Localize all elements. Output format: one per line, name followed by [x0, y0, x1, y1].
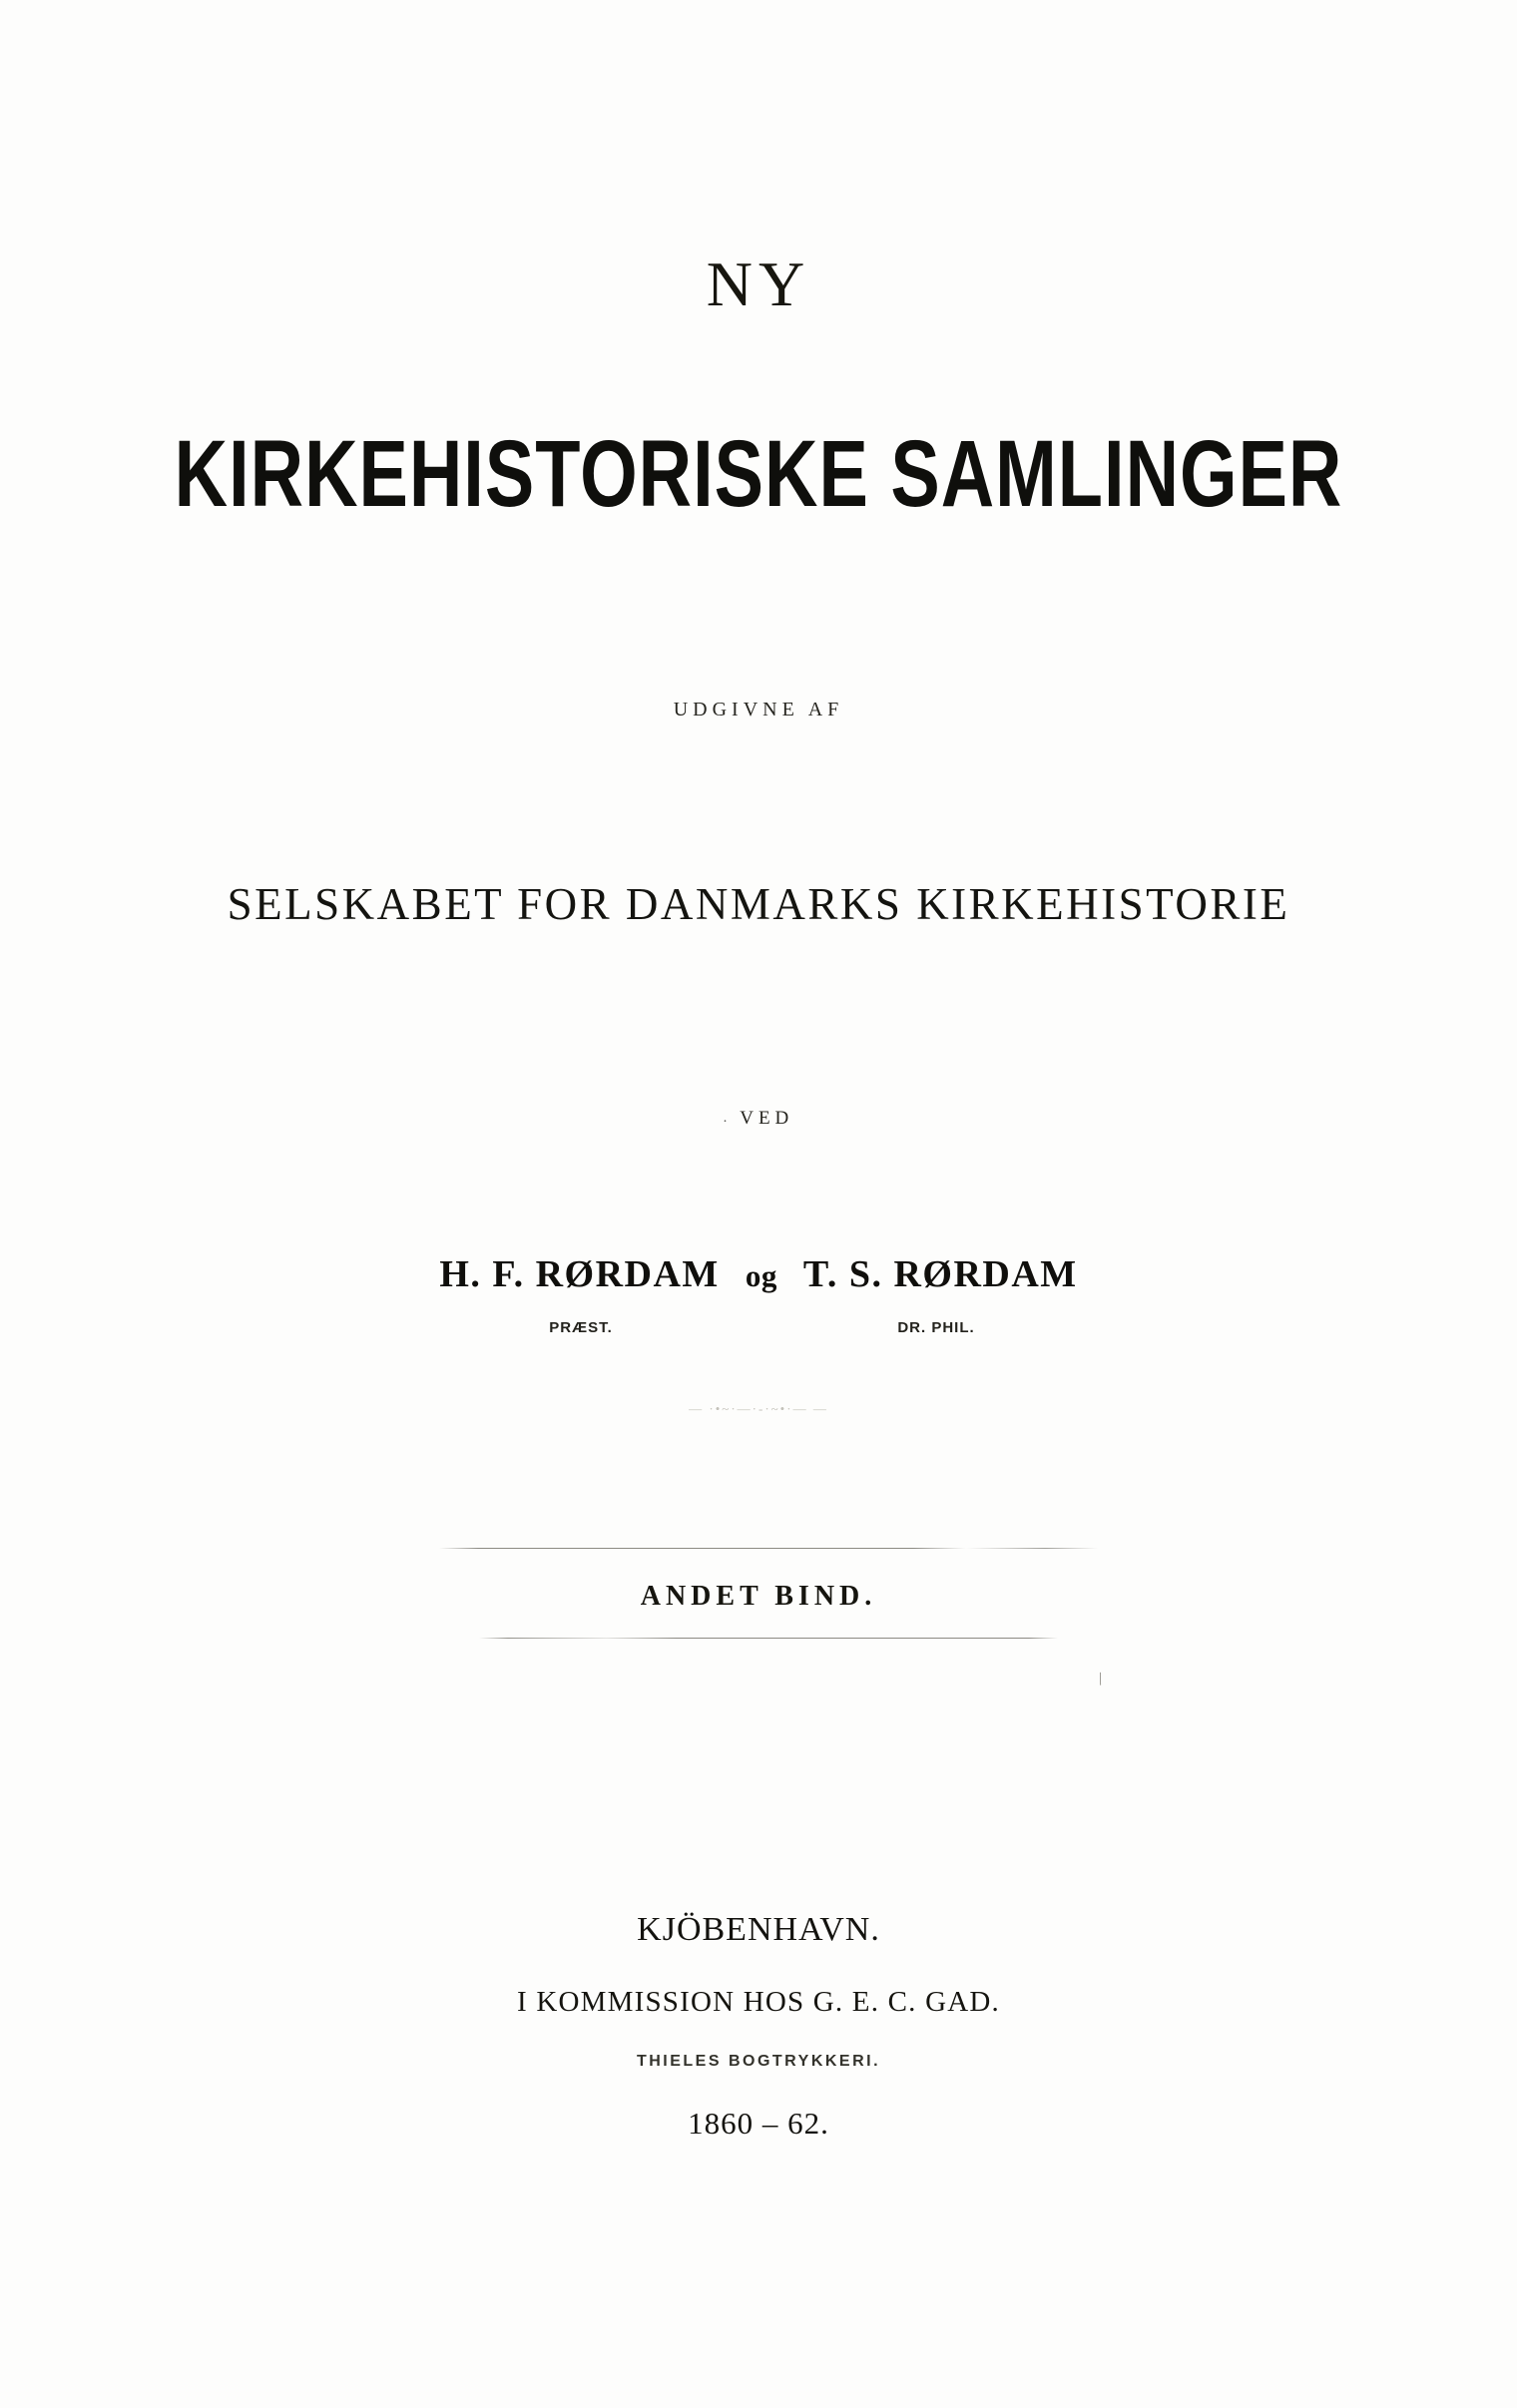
- stray-pen-mark: \: [1095, 1668, 1107, 1689]
- editor-roles-row: [0, 1319, 1517, 1336]
- supertitle: NY: [706, 248, 811, 319]
- society-name: SELSKABET FOR DANMARKS KIRKEHISTORIE: [227, 879, 1290, 929]
- volume-rule-top: [439, 1548, 1098, 1549]
- editor-role-first: PRÆST.: [549, 1319, 613, 1336]
- stray-tick-mark: .: [723, 1111, 733, 1126]
- editor-name-first: H. F. RØRDAM: [439, 1253, 720, 1295]
- editor-name-second: T. S. RØRDAM: [802, 1253, 1078, 1295]
- imprint-city: KJÖBENHAVN.: [637, 1911, 880, 1948]
- imprint-year: 1860 – 62.: [688, 2106, 829, 2141]
- page-title: KIRKEHISTORISKE SAMLINGER: [174, 420, 1343, 527]
- volume-label: ANDET BIND.: [640, 1581, 877, 1612]
- by-label: VED: [740, 1108, 794, 1129]
- ornament-rule: — ·•~·—·-·~•·— —: [689, 1401, 828, 1416]
- editors-conjunction: og: [745, 1258, 777, 1293]
- editors-row: [0, 1252, 1517, 1296]
- editor-role-second: DR. PHIL.: [897, 1319, 975, 1336]
- by-label-row: [0, 1108, 1517, 1130]
- published-by-label: UDGIVNE AF: [673, 699, 844, 721]
- imprint-commission: I KOMMISSION HOS G. E. C. GAD.: [517, 1986, 1000, 2018]
- imprint-printer: THIELES BOGTRYKKERI.: [636, 2053, 881, 2070]
- volume-rule-bottom: [479, 1638, 1058, 1639]
